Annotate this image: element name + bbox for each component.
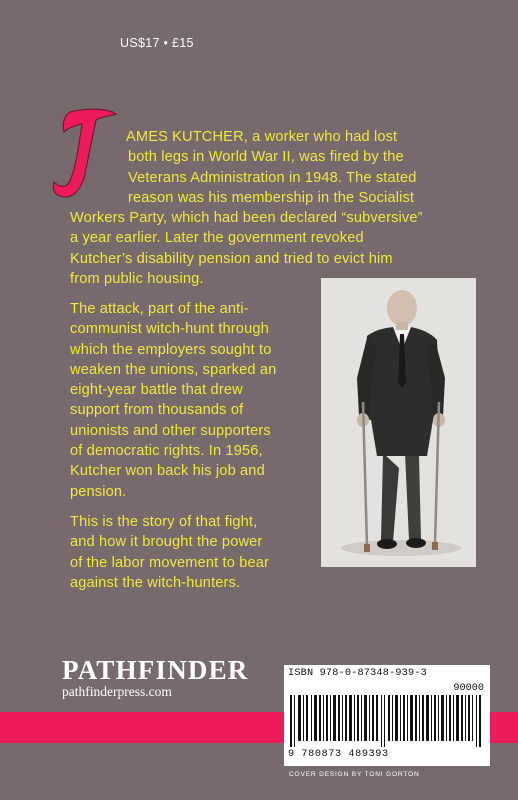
text-line: which the employers sought to <box>70 341 272 358</box>
text-line: This is the story of that fight, <box>70 514 258 530</box>
text-line: of the labor movement to bear <box>70 554 270 571</box>
text-line: against the witch-hunters. <box>70 574 241 591</box>
text-line: communist witch-hunt through <box>70 321 269 338</box>
text-line: Veterans Administration in 1948. The stated <box>128 169 417 186</box>
body-paragraph <box>70 299 320 502</box>
intro-paragraph <box>70 127 488 289</box>
drop-cap-letter <box>52 108 118 200</box>
barcode-digits: 9 780873 489393 <box>288 749 389 760</box>
text-line: Kutcher won back his job and <box>70 463 265 480</box>
text-line: Kutcher’s disability pension and tried to evict him <box>70 250 393 267</box>
text-line: weaken the unions, sparked an <box>70 361 277 378</box>
text-line: and how it brought the power <box>70 534 263 551</box>
text-line: eight-year battle that drew <box>70 382 243 399</box>
text-line: unionists and other supporters <box>70 422 271 439</box>
publisher-website[interactable]: pathfinderpress.com <box>62 684 172 699</box>
text-line: from public housing. <box>70 271 204 288</box>
text-line: of democratic rights. In 1956, <box>70 443 263 460</box>
author-photo <box>321 278 476 567</box>
text-line: a year earlier. Later the government revoked <box>70 230 364 247</box>
text-line: pension. <box>70 483 127 500</box>
text-line: Workers Party, which had been declared “subversive” <box>70 210 423 227</box>
barcode-bars <box>288 695 486 747</box>
price-label: US$17 • £15 <box>120 36 194 50</box>
text-line: support from thousands of <box>70 402 244 419</box>
isbn-number: ISBN 978-0-87348-939-3 <box>288 668 427 679</box>
price-code: 90000 <box>453 683 484 694</box>
publisher-logo: PATHFINDER <box>62 655 249 685</box>
cover-credit: COVER DESIGN BY TONI GORTON <box>289 771 420 778</box>
text-line: both legs in World War II, was fired by the <box>128 149 404 166</box>
closing-paragraph <box>70 512 320 593</box>
isbn-barcode <box>284 665 490 766</box>
text-line: reason was his membership in the Socialist <box>128 189 415 206</box>
text-line: The attack, part of the anti- <box>70 301 249 317</box>
text-line: AMES KUTCHER, a worker who had lost <box>126 129 398 145</box>
